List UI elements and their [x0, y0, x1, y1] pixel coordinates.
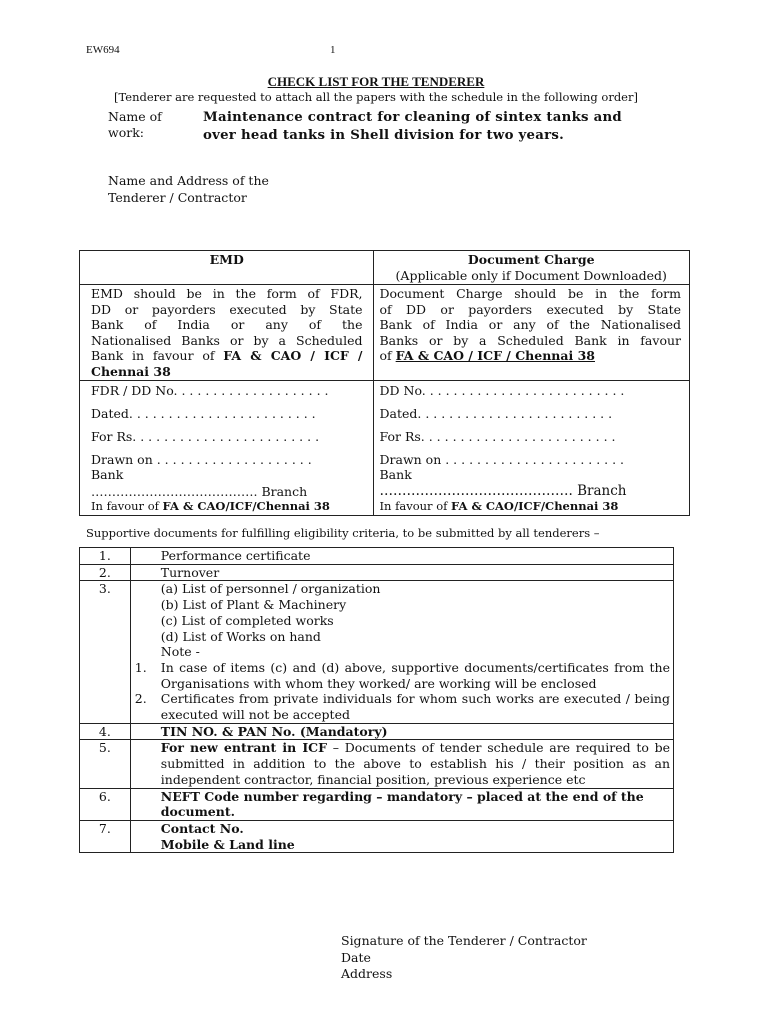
supportive-documents-table	[79, 547, 674, 853]
table-row: 3. (a) List of personnel / organization (b) List of Plant & Machinery (c) List of completed works (d) List of Works on hand Note - 1. In case of items (c) and (d) above, supportive documents/certificates from the Organisations with whom they worked/ are working will be enclosed 2. Certificates from private individuals for whom such works are executed / being executed will not be accepted	[80, 581, 674, 723]
table-row: 2. Turnover	[80, 564, 674, 581]
note-list	[134, 659, 670, 723]
document-charge-header-cell: Document Charge (Applicable only if Document Downloaded)	[373, 251, 690, 285]
emd-amount-field: For Rs. . . . . . . . . . . . . . . . . . . . . . . .	[91, 429, 320, 444]
dc-amount-field: For Rs. . . . . . . . . . . . . . . . . . . . . . . . .	[379, 429, 616, 444]
page-subtitle: [Tenderer are requested to attach all the papers with the schedule in the following order]	[114, 90, 638, 104]
emd-description: EMD should be in the form of FDR, DD or payorders executed by State Bank of India or any of the Nationalised Banks or by a Scheduled Bank in favour of FA & CAO / ICF / Chennai 38	[80, 285, 374, 381]
emd-table	[79, 250, 690, 516]
table-row: 6. NEFT Code number regarding – mandatory – placed at the end of the document.	[80, 788, 674, 820]
table-row: 1. Performance certificate	[80, 548, 674, 565]
tenderer-label: Name and Address of the Tenderer / Contractor	[108, 173, 269, 205]
page-number: 1	[330, 44, 336, 56]
document-code: EW694	[86, 44, 120, 56]
dc-favour: In favour of FA & CAO/ICF/Chennai 38	[379, 499, 619, 513]
list-item: 1. In case of items (c) and (d) above, supportive documents/certificates from the Organisations with whom they worked/ are working will be enclosed	[134, 659, 670, 691]
table-row: 5. For new entrant in ICF – Documents of tender schedule are required to be submitted in addition to the above to establish his / their position as an independent contractor, financial position, previous experience etc	[80, 740, 674, 788]
fdr-dd-no-field: FDR / DD No. . . . . . . . . . . . . . . . . . . .	[91, 383, 329, 398]
dc-dated-field: Dated. . . . . . . . . . . . . . . . . . . . . . . . .	[379, 406, 613, 421]
emd-branch-field: …………………………………. Branch	[91, 484, 308, 499]
supportive-heading: Supportive documents for fulfilling eligibility criteria, to be submitted by all tenderers –	[86, 526, 600, 540]
dc-branch-field: ……………………………………. Branch	[379, 483, 627, 499]
signature-block: Signature of the Tenderer / Contractor Date Address	[341, 933, 587, 981]
document-charge-details: DD No. . . . . . . . . . . . . . . . . . . . . . . . . . Dated. . . . . . . . . . . . . . . . . . . . . . . . . For Rs. . . . . . . . . . . . . . . . . . . . . . . . . Drawn on . . . . . . . . . . . . . . . . . . . . . . . Bank ……………………………………. Branch In favour of FA & CAO/ICF/Chennai 38	[373, 381, 690, 516]
dc-drawn-on-field: Drawn on . . . . . . . . . . . . . . . . . . . . . . .	[379, 452, 625, 467]
emd-favour: In favour of FA & CAO/ICF/Chennai 38	[91, 499, 330, 513]
table-row: 7. Contact No. Mobile & Land line	[80, 820, 674, 852]
emd-drawn-on-field: Drawn on . . . . . . . . . . . . . . . . . . . .	[91, 452, 312, 467]
table-row: 4. TIN NO. & PAN No. (Mandatory)	[80, 723, 674, 740]
emd-header-cell: EMD	[80, 251, 374, 285]
document-charge-description: Document Charge should be in the form of DD or payorders executed by State Bank of India or any of the Nationalised Banks or by a Scheduled Bank in favour of FA & CAO / ICF / Chennai 38	[373, 285, 690, 381]
emd-details: FDR / DD No. . . . . . . . . . . . . . . . . . . . Dated. . . . . . . . . . . . . . . . . . . . . . . . For Rs. . . . . . . . . . . . . . . . . . . . . . . . Drawn on . . . . . . . . . . . . . . . . . . . . Bank …………………………………. Branch In favour of FA & CAO/ICF/Chennai 38	[80, 381, 374, 516]
work-label: Name of work:	[108, 109, 162, 140]
emd-dated-field: Dated. . . . . . . . . . . . . . . . . . . . . . . .	[91, 406, 316, 421]
page-title: CHECK LIST FOR THE TENDERER	[267, 74, 485, 89]
list-item: 2. Certificates from private individuals for whom such works are executed / being executed will not be accepted	[134, 691, 670, 723]
dd-no-field: DD No. . . . . . . . . . . . . . . . . . . . . . . . . .	[379, 383, 625, 398]
work-description: Maintenance contract for cleaning of sintex tanks and over head tanks in Shell division for two years.	[203, 110, 622, 143]
